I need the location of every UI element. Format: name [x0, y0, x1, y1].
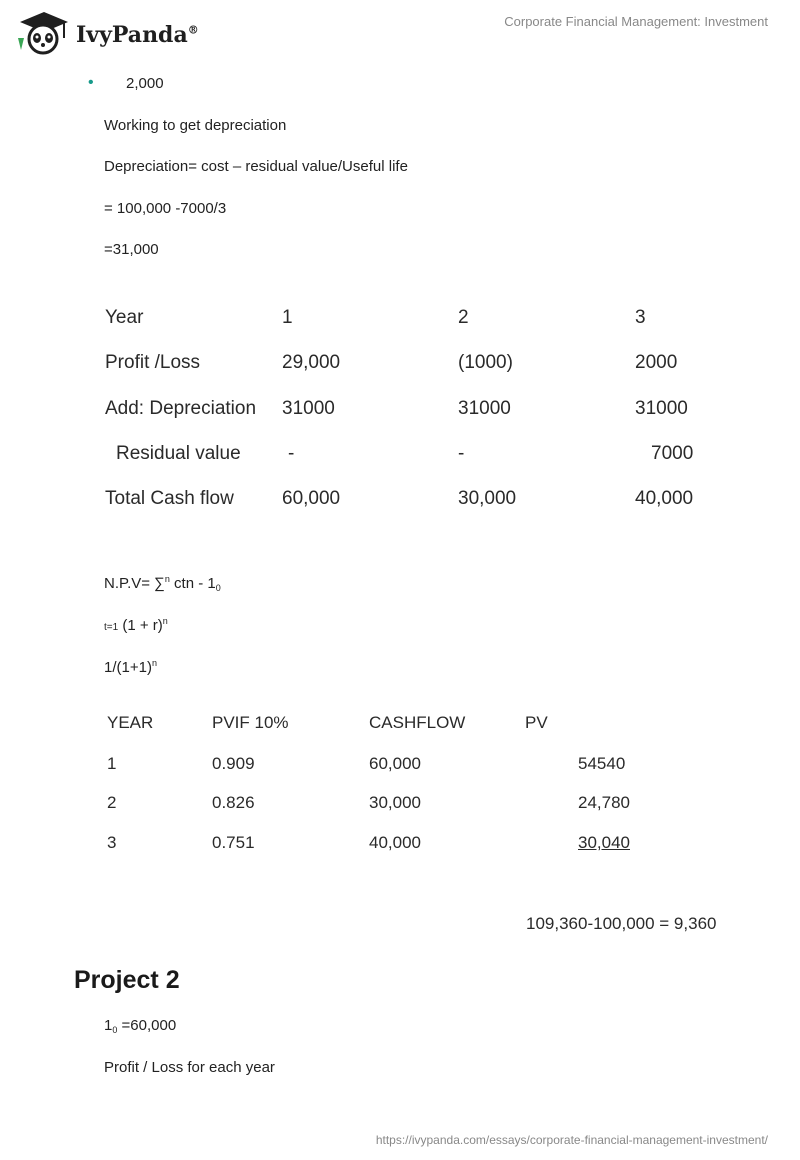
pv-table-cell: 0.826 [212, 793, 255, 812]
npv-formula-part: N.P.V= ∑ [104, 575, 165, 592]
pv-table-cell: 1 [107, 754, 117, 773]
npv-denominator [104, 617, 168, 634]
npv-denominator-sub: t=1 [104, 622, 119, 633]
working-line-1: Working to get depreciation [104, 117, 287, 134]
cash-table-cell: - [288, 443, 295, 464]
cash-table-cell: 29,000 [282, 352, 341, 373]
pv-table-cell: 40,000 [369, 833, 421, 852]
working-line-4: =31,000 [104, 241, 159, 258]
cash-table-cell: 60,000 [282, 488, 341, 509]
project-2-investment [104, 1017, 176, 1034]
cash-table-cell: - [458, 443, 465, 464]
cash-table-cell: 31000 [282, 398, 335, 419]
pv-table-header: PV [525, 713, 548, 732]
cash-table-cell: Total Cash flow [105, 488, 234, 509]
cash-table-cell: 40,000 [635, 488, 694, 509]
working-line-2: Depreciation= cost – residual value/Useful life [104, 158, 408, 175]
pv-table-cell: 0.751 [212, 833, 255, 852]
project-2-heading: Project 2 [74, 966, 180, 994]
cash-table-cell: 31000 [458, 398, 511, 419]
investment-sub: 0 [112, 1025, 118, 1035]
footer-url-link[interactable]: https://ivypanda.com/essays/corporate-financial-management-investment/ [375, 1133, 768, 1147]
panda-logo-icon [14, 8, 72, 58]
site-logo[interactable] [14, 8, 199, 58]
discount-factor-part: 1/(1+1) [104, 659, 152, 676]
pv-table-cell-total-underlined: 30,040 [578, 833, 630, 852]
project-2-profit-line: Profit / Loss for each year [104, 1059, 275, 1076]
pv-table-cell: 60,000 [369, 754, 421, 773]
npv-denominator-sup: n [162, 616, 168, 626]
npv-formula-sup: n [164, 574, 170, 584]
npv-formula-sub: 0 [215, 583, 221, 593]
investment-part: 1 [104, 1017, 113, 1034]
pv-table-cell: 30,000 [369, 793, 421, 812]
cash-table-cell: 30,000 [458, 488, 517, 509]
pv-table-header: CASHFLOW [369, 713, 466, 732]
pv-table-header: PVIF 10% [212, 713, 289, 732]
pv-table-header: YEAR [107, 713, 154, 732]
investment-part: =60,000 [117, 1017, 177, 1034]
pv-table-cell: 24,780 [578, 793, 630, 812]
registered-mark: ® [187, 23, 199, 37]
npv-formula [104, 575, 221, 592]
cash-table-header-2: 2 [458, 307, 469, 328]
pv-table-cell: 2 [107, 793, 117, 812]
discount-factor [104, 659, 157, 676]
discount-factor-sup: n [151, 658, 157, 668]
cash-table-header-3: 3 [635, 307, 646, 328]
cash-table-cell: 2000 [635, 352, 678, 373]
npv-formula-part: ctn - 1 [169, 575, 216, 592]
page-title: Corporate Financial Management: Investment [504, 14, 768, 29]
logo-text: IvyPanda [76, 22, 188, 48]
cash-table-cell: 7000 [651, 443, 694, 464]
cash-table-cell: Add: Depreciation [105, 398, 257, 419]
pv-table-cell: 0.909 [212, 754, 255, 773]
cash-table-cell: Profit /Loss [105, 352, 201, 373]
npv-denominator-part: (1 + r) [118, 617, 163, 634]
cash-table-header-year: Year [105, 307, 144, 328]
cash-table-cell: 31000 [635, 398, 688, 419]
bullet-item-text: 2,000 [126, 75, 164, 92]
pv-table-cell: 54540 [578, 754, 626, 773]
bullet-dot-icon: • [88, 74, 94, 91]
cash-table-cell: (1000) [458, 352, 513, 373]
npv-result: 109,360-100,000 = 9,360 [526, 914, 717, 933]
cash-table-header-1: 1 [282, 307, 293, 328]
working-line-3: = 100,000 -7000/3 [104, 200, 227, 217]
pv-table-cell: 3 [107, 833, 117, 852]
cash-table-cell: Residual value [116, 443, 241, 464]
